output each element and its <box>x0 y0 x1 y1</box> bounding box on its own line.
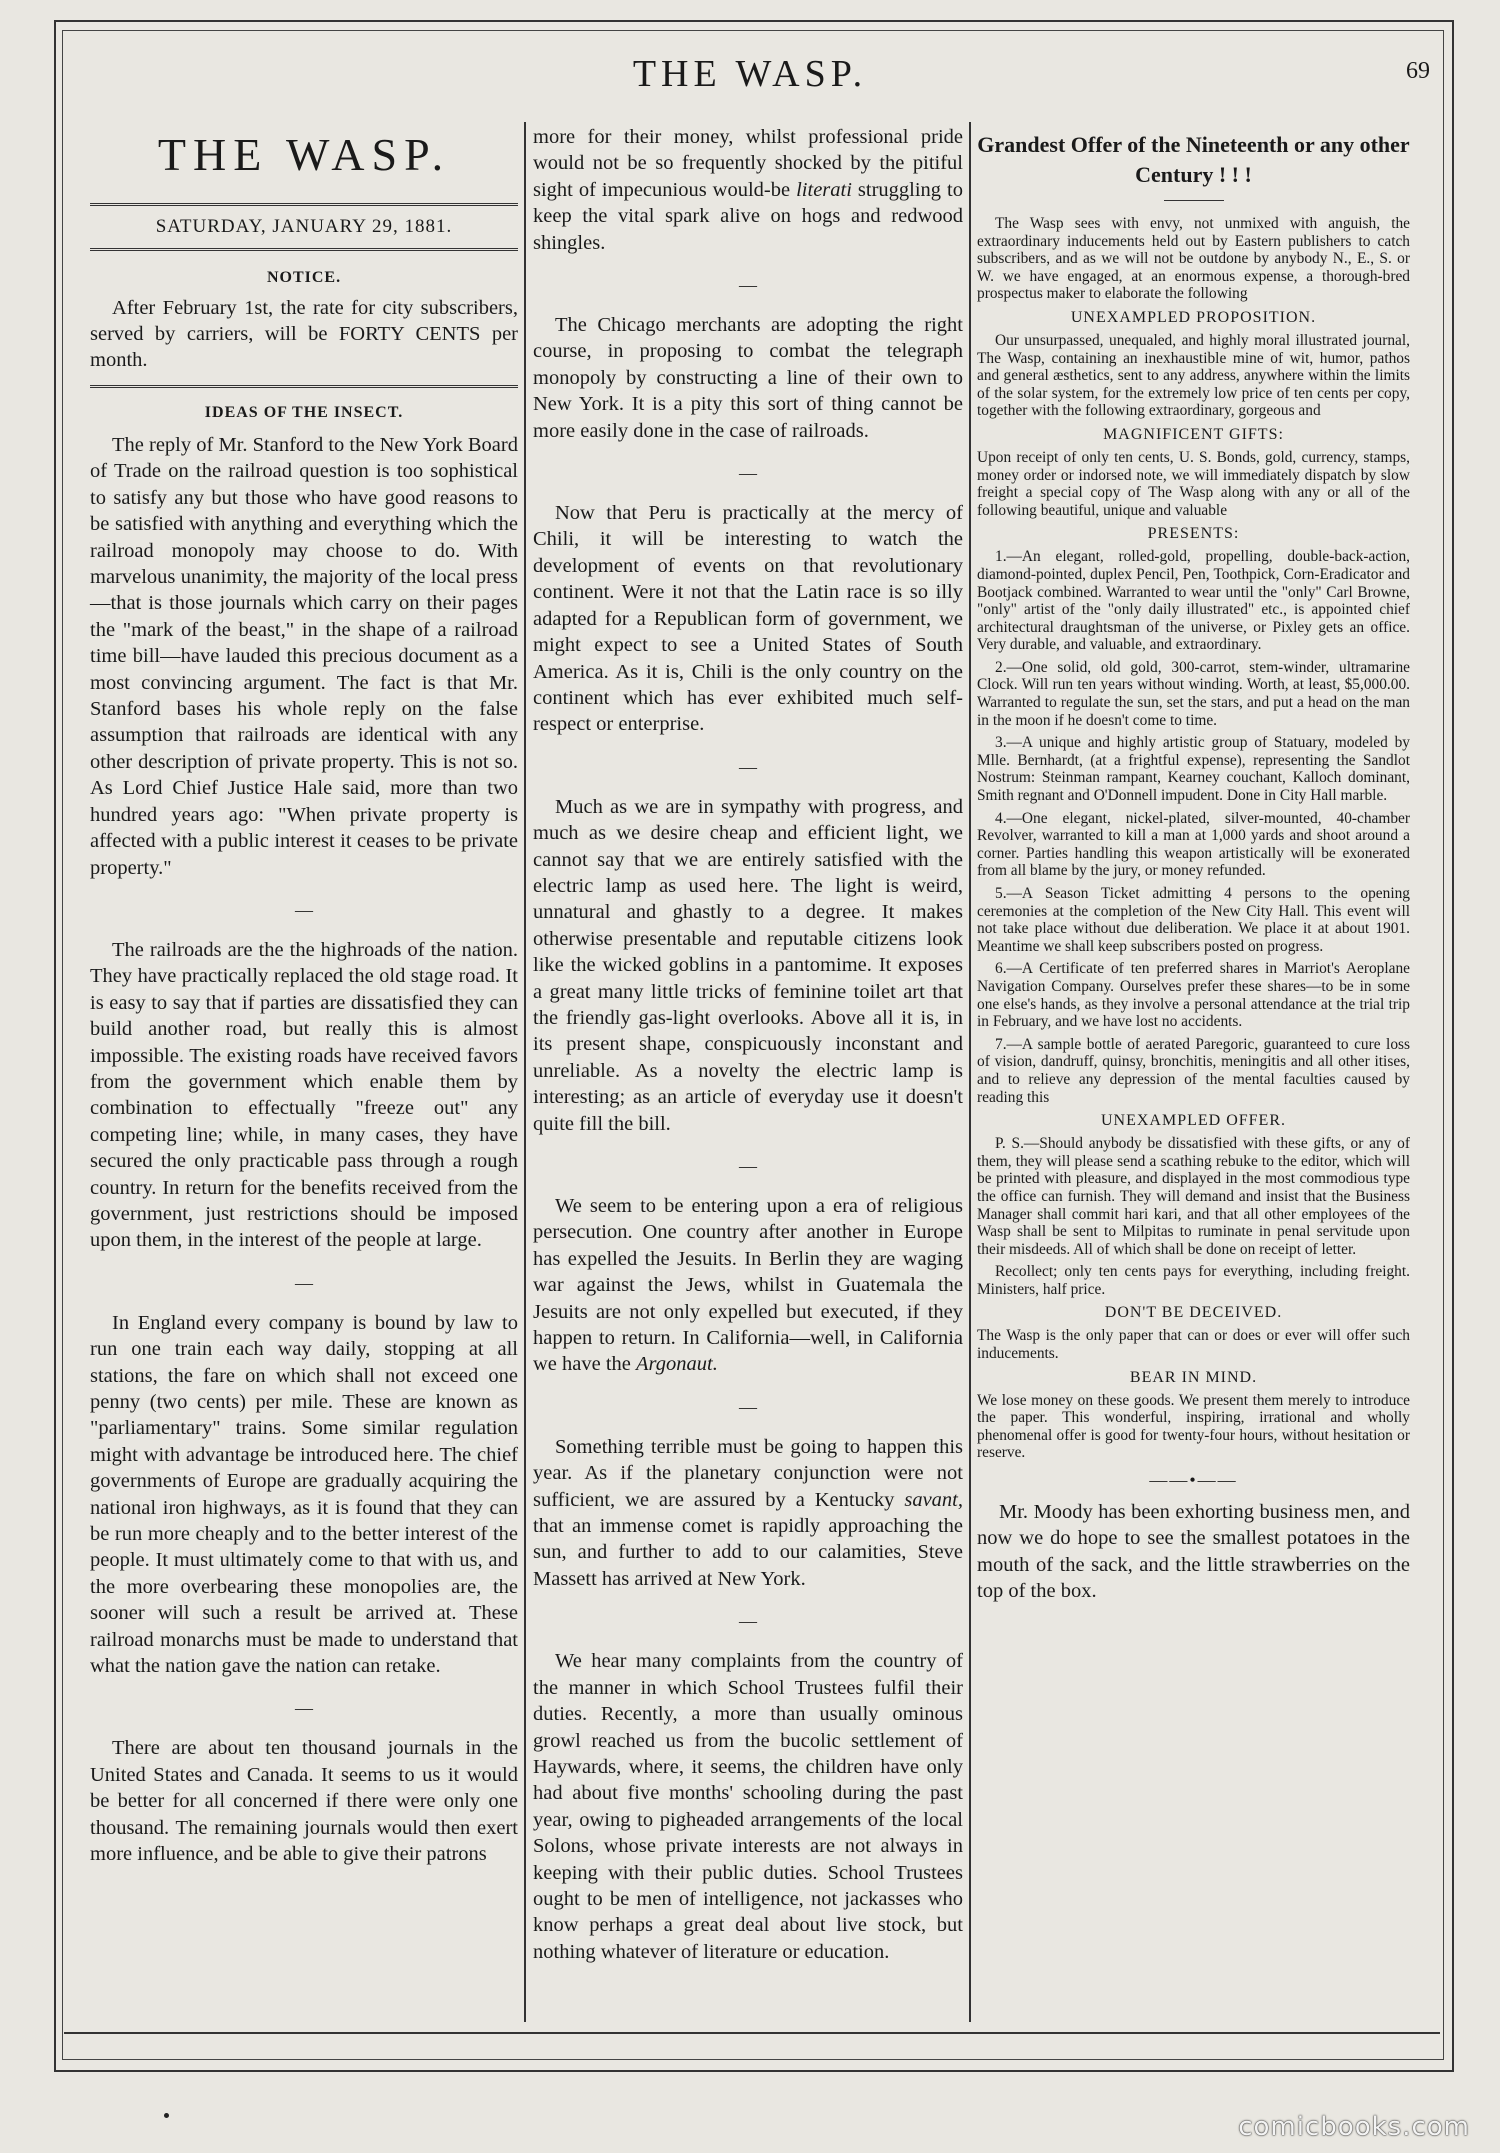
paragraph-england: In England every company is bound by law to run one train each way daily, stopping at all stations, the fare on which shall not exceed one penny (two cents) per mile. These are known as "parliamentary" trains. Some similar regulation might with advantage be introduced here. The chief governments of Europe are gradually acquiring the national iron highways, as it is found that they can be run more cheaply and to the better interest of the people. It must ultimately come to that with us, and the more overbearing these monopolies are, the sooner will such a result be arrived at. These railroad monarchs must be made to understand that what the nation gave the nation can retake. <box>90 1311 518 1678</box>
paragraph-school-trustees: We hear many complaints from the country of the manner in which School Trustees fulfil their duties. Recently, a more than usually ominous growl reached us from the bucolic settlement of Haywards, where, it seems, the children have only had about five months' schooling during the past year, owing to pigheaded arrangements of the local Solons, whose private interests are not always in keeping with their public duties. School Trustees ought to be men of intelligence, not jackasses who know perhaps a great deal about live stock, but nothing whatever of literature or education. <box>533 1650 963 1963</box>
paragraph-chicago: The Chicago merchants are adopting the right course, in proposing to combat the telegraph monopoly by constructing a line of their own to New York. It is a pity this sort of thing cannot be more easily done in the case of railroads. <box>533 314 963 442</box>
proposition-text: Our unsurpassed, unequaled, and highly moral illustrated journal, The Wasp, containing an inexhaustible mine of wit, humor, pathos and general æsthetics, sent to any address, anywhere within the limits of the solar system, for the extremely low price of ten cents per copy, together with the following extraordinary, gorgeous and <box>977 331 1410 420</box>
notice-text: After February 1st, the rate for city subscribers, served by carriers, will be FORTY CENTS per month. <box>90 297 518 371</box>
present-item: 6.—A Certificate of ten preferred shares in Marriot's Aeroplane Navigation Company. Ourselves prefer these shares—to be in some one else's hands, as they involve a personal attendance at the trial trip in February, and we have lost no accidents. <box>977 960 1410 1031</box>
present-item: 2.—One solid, old gold, 300-carrot, stem-winder, ultramarine Clock. Will run ten years without winding. Worth, at least, $5,000.00. Warranted to regulate the sun, set the stars, and put a head on the man in the moon if he doesn't come to time. <box>977 658 1410 729</box>
section-title: IDEAS OF THE INSECT. <box>204 404 404 421</box>
short-rule <box>1164 200 1224 201</box>
separator: — <box>739 756 757 777</box>
column-grand-offer <box>977 124 1410 1605</box>
column-editorial <box>90 118 518 1888</box>
paragraph-persecution: We seem to be entering upon a era of religious persecution. One country after another in Europe has expelled the Jesuits. In Berlin they are waging war against the Jews, whilst in Guatemala the Jesuits are not only expelled but executed, if they happen to return. In California—well, in California we have the Argonaut. <box>533 1195 963 1376</box>
recollect-text: Recollect; only ten cents pays for everything, including freight. Ministers, half price. <box>977 1263 1410 1298</box>
subhead-mind: BEAR IN MIND. <box>1129 1368 1258 1386</box>
paragraph-railroads: The railroads are the the highroads of the nation. They have practically replaced the old stage road. It is easy to say that if parties are dissatisfied they can build another road, but really this is almost impossible. The existing roads have received favors from the government which enable them by combination to effectually "freeze out" any competing line; while, in many cases, they have secured the only practicable pass through a rough country. In return for the benefits received from the government, just restrictions should be imposed upon them, in the interest of the people at large. <box>90 938 518 1252</box>
separator: — <box>295 1698 313 1719</box>
mind-text: We lose money on these goods. We present them merely to introduce the paper. This wonderful, inspiring, irrational and wholly phenomenal offer is good for twenty-four hours, without hesitation or reserve. <box>977 1391 1410 1462</box>
column-paragraphs <box>533 124 963 1985</box>
subhead-offer: UNEXAMPLED OFFER. <box>1100 1112 1286 1130</box>
paragraph-journals: There are about ten thousand journals in the United States and Canada. It seems to us it would be better for all concerned if there were only one thousand. The remaining journals would then exert more influence, and be able to give their patrons <box>90 1737 518 1866</box>
ink-speck <box>164 2113 169 2118</box>
present-item: 1.—An elegant, rolled-gold, propelling, double-back-action, diamond-pointed, duplex Pencil, Pen, Toothpick, Corn-Eradicator and Bootjack combined. Warranted to wear until the "only" Carl Browne, "only" artist of the "only daily illustrated" etc., is appointed chief architectural draughtsman of the universe, or Pixley gets an office. Very durable, and valuable, and extraordinary. <box>977 548 1410 654</box>
separator: — <box>739 275 757 296</box>
ornament-divider: ——•—— <box>1149 1470 1238 1491</box>
offer-intro: The Wasp sees with envy, not unmixed with anguish, the extraordinary inducements held out by Eastern publishers to catch subscribers, and as we will not be outdone by anybody N., E., S. or W. we have engaged, at an enormous expense, a thorough-bred prospectus maker to elaborate the following <box>977 215 1410 303</box>
present-item: 7.—A sample bottle of aerated Paregoric, guaranteed to cure loss of vision, dandruff, quinsy, bronchitis, meningitis and all other itises, and to relieve any depression of the mental faculties caused by reading this <box>977 1035 1410 1106</box>
bottom-rule <box>64 2032 1440 2034</box>
deceived-text: The Wasp is the only paper that can or does or ever will offer such inducements. <box>977 1327 1410 1363</box>
watermark: comicbooks.com <box>1238 2112 1470 2142</box>
page-number: 69 <box>1406 58 1430 84</box>
subhead-gifts: MAGNIFICENT GIFTS: <box>1103 425 1284 443</box>
paragraph-stanford: The reply of Mr. Stanford to the New York Board of Trade on the railroad question is too sophistical to satisfy any but those who have good reasons to be satisfied with anything and everything which the railroad monopoly may choose to do. With marvelous unanimity, the majority of the local press—that is those journals which carry on their pages the "mark of the beast," in the shape of a railroad time bill—have lauded this precious document as a most convincing argument. The fact is that Mr. Stanford bases his whole reply on the false assumption that railroads are identical with any other description of private property. This is not so. As Lord Chief Justice Hale said, more than two hundred years ago: "When private property is affected with a public interest it ceases to be private property." <box>90 434 518 879</box>
paragraph-peru: Now that Peru is practically at the mercy of Chili, it will be interesting to watch the development of events on that revolutionary continent. Were it not that the Latin race is so illy adapted for a Republican form of government, we might expect to see a United States of South America. As it is, Chili is the only country on the continent which has ever exhibited much self-respect or enterprise. <box>533 502 963 736</box>
separator: — <box>739 1156 757 1176</box>
paragraph-electric-lamp: Much as we are in sympathy with progress, and much as we desire cheap and efficient light, we cannot say that we are entirely satisfied with the electric lamp as used here. The light is weird, unnatural and ghastly to a degree. It makes otherwise presentable and reputable citizens look like the wicked goblins in a pantomime. It exposes a great many little tricks of feminine toilet art that the friendly gas-light overlooks. Above all it is, in its present shape, conspicuously inconstant and unreliable. As a novelty the electric lamp is interesting; as an article of everyday use it doesn't quite fill the bill. <box>533 795 963 1135</box>
section-divider <box>90 385 518 388</box>
dateline: SATURDAY, JANUARY 29, 1881. <box>90 203 518 251</box>
subhead-deceived: DON'T BE DECEIVED. <box>1104 1304 1283 1322</box>
separator: — <box>739 1396 757 1417</box>
notice-title: NOTICE. <box>266 269 342 286</box>
page-header-title: THE WASP. <box>632 53 868 95</box>
present-item: 5.—A Season Ticket admitting 4 persons to the opening ceremonies at the completion of the New City Hall. This event will not take place without due deliberation. We place it at about 1901. Meantime we shall keep subscribers posted on progress. <box>977 885 1410 955</box>
gifts-text: Upon receipt of only ten cents, U. S. Bonds, gold, currency, stamps, money order or indorsed note, we will immediately dispatch by slow freight a special copy of The Wasp along with any or all of the following beautiful, unique and valuable <box>977 448 1410 519</box>
offer-headline: Grandest Offer of the Nineteenth or any other Century ! ! ! <box>977 132 1410 187</box>
column-rule-2 <box>969 122 971 2022</box>
separator: — <box>295 899 313 920</box>
subhead-proposition: UNEXAMPLED PROPOSITION. <box>1070 308 1317 326</box>
paragraph-moody: Mr. Moody has been exhorting business men, and now we do hope to see the smallest potatoes in the mouth of the sack, and the little strawberries on the top of the box. <box>977 1501 1410 1603</box>
paragraph-comet: Something terrible must be going to happen this year. As if the planetary conjunction were not sufficient, we are assured by a Kentucky savant, that an immense comet is rapidly approaching the sun, and further to add to our calamities, Steve Massett has arrived at New York. <box>533 1435 963 1590</box>
separator: — <box>739 463 757 484</box>
masthead: THE WASP. <box>157 129 451 180</box>
paragraph-continued: more for their money, whilst professional pride would not be so frequently shocked by the pitiful sight of impecunious would-be literati struggling to keep the vital spark alive on hogs and redwood shingles. <box>533 126 963 254</box>
separator: — <box>739 1611 757 1632</box>
ps-text: P. S.—Should anybody be dissatisfied with these gifts, or any of them, they will please send a scathing rebuke to the editor, which will be printed with pleasure, and displayed in the most commodious type the office can furnish. They will demand and insist that the Business Manager shall commit hari kari, and that all other employees of the Wasp shall be sent to Milpitas to ruminate in penal servitude upon their misdeeds. All of which shall be done on receipt of letter. <box>977 1135 1410 1258</box>
column-rule-1 <box>524 122 526 2022</box>
present-item: 4.—One elegant, nickel-plated, silver-mounted, 40-chamber Revolver, warranted to kill a man at 1,000 yards and shoot around a corner. Parties handling this weapon artistically will be exonerated from all blame by the jury, or money refunded. <box>977 809 1410 880</box>
subhead-presents: PRESENTS: <box>1147 525 1240 543</box>
separator: — <box>295 1272 313 1293</box>
present-item: 3.—A unique and highly artistic group of Statuary, modeled by Mlle. Bernhardt, (at a frightful expense), representing the Sandlot Nostrum: Steinman rampant, Kearney couchant, Kalloch dominant, Smith regnant and O'Donnell impudent. Done in City Hall marble. <box>977 734 1410 805</box>
